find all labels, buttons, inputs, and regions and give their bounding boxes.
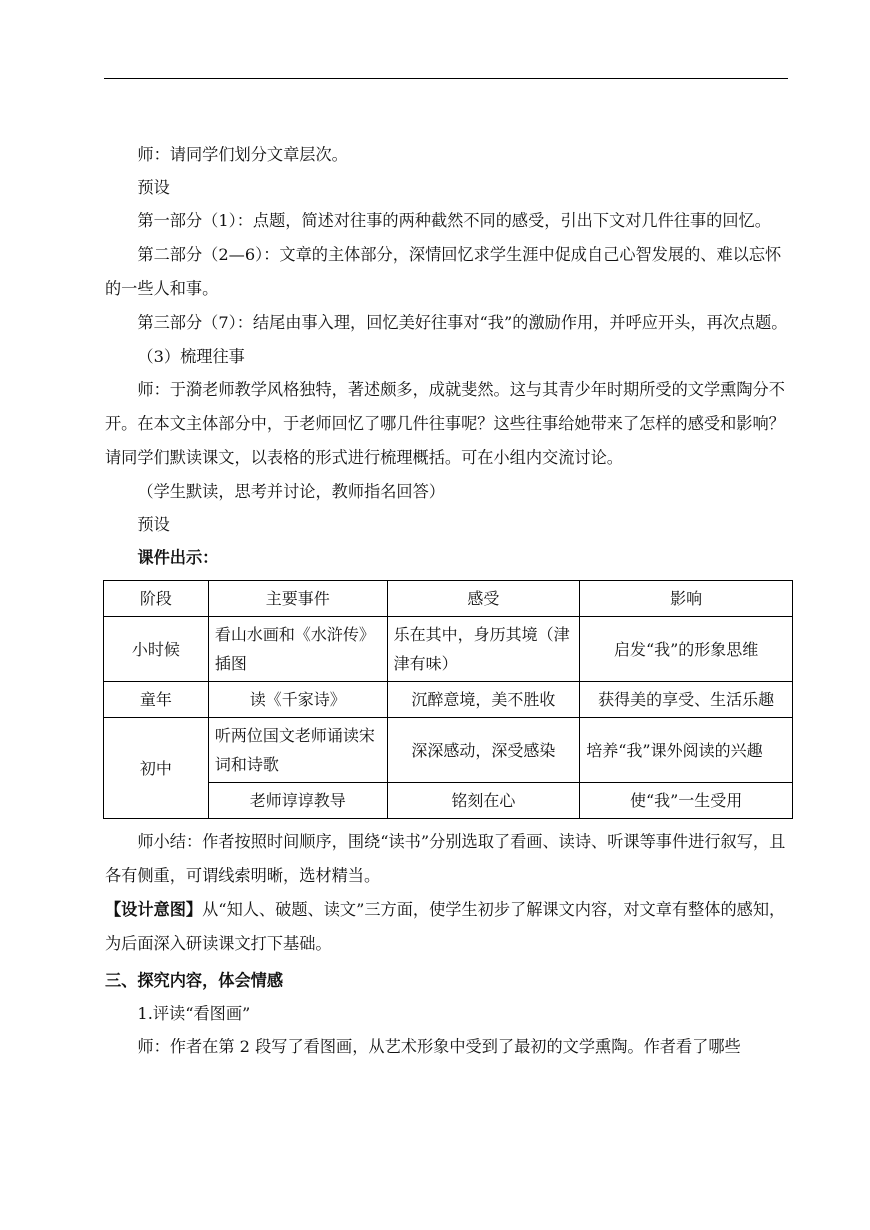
feeling-cell: 沉醉意境，美不胜收 (387, 682, 580, 718)
part-one: 第一部分（1）：点题，简述对往事的两种截然不同的感受，引出下文对几件往事的回忆。 (137, 211, 771, 230)
header-rule (104, 78, 788, 79)
stage-cell: 童年 (104, 682, 209, 718)
sub-heading: 1.评读“看图画” (137, 1004, 251, 1023)
teacher-summary: 师小结：作者按照时间顺序，围绕“读书”分别选取了看画、读诗、听课等事件进行叙写，且各有侧重，可谓线索明晰，选材精当。 (105, 832, 786, 885)
table-header-row (104, 581, 793, 617)
table-row (104, 682, 793, 718)
design-intent (105, 893, 789, 961)
events-table (103, 580, 793, 819)
header-cell: 主要事件 (208, 581, 387, 617)
header-cell: 阶段 (104, 581, 209, 617)
teacher-question: 师：于漪老师教学风格独特，著述颇多，成就斐然。这与其青少年时期所受的文学熏陶分不开。在本文主体部分中，于老师回忆了哪几件往事呢？这些往事给她带来了怎样的感受和影响？请同学们默读课文，以表格的形式进行梳理概括。可在小组内交流讨论。 (105, 380, 785, 467)
stage-cell: 初中 (104, 718, 209, 819)
design-intent-label: 【设计意图】 (105, 900, 203, 919)
last-paragraph: 师：作者在第 2 段写了看图画，从艺术形象中受到了最初的文学熏陶。作者看了哪些 (137, 1037, 741, 1056)
impact-cell: 启发“我”的形象思维 (580, 617, 793, 682)
part-three: 第三部分（7）：结尾由事入理，回忆美好往事对“我”的激励作用，并呼应开头，再次点题。 (137, 313, 788, 332)
step-heading: （3）梳理往事 (137, 347, 245, 366)
event-cell: 老师谆谆教导 (208, 783, 387, 819)
header-cell: 感受 (387, 581, 580, 617)
part-two: 第二部分（2—6）：文章的主体部分，深情回忆求学生涯中促成自己心智发展的、难以忘怀的一些人和事。 (105, 245, 782, 298)
impact-cell: 获得美的享受、生活乐趣 (580, 682, 793, 718)
document-body (105, 138, 789, 1063)
section-heading: 三、探究内容，体会情感 (105, 971, 284, 990)
event-cell: 看山水画和《水浒传》插图 (208, 617, 387, 682)
event-cell: 读《千家诗》 (208, 682, 387, 718)
header-cell: 影响 (580, 581, 793, 617)
impact-cell: 使“我”一生受用 (580, 783, 793, 819)
design-intent-text: 从“知人、破题、读文”三方面，使学生初步了解课文内容，对文章有整体的感知，为后面深入研读课文打下基础。 (105, 900, 786, 953)
teacher-prompt: 师：请同学们划分文章层次。 (137, 145, 348, 164)
table-row (104, 718, 793, 783)
preset-label: 预设 (137, 178, 170, 197)
feeling-cell: 铭刻在心 (387, 783, 580, 819)
impact-cell: 培养“我”课外阅读的兴趣 (580, 718, 793, 783)
student-activity: （学生默读，思考并讨论，教师指名回答） (137, 482, 445, 501)
table-row (104, 617, 793, 682)
courseware-label: 课件出示： (137, 548, 219, 567)
feeling-cell: 乐在其中，身历其境（津津有味） (387, 617, 580, 682)
stage-cell: 小时候 (104, 617, 209, 682)
event-cell: 听两位国文老师诵读宋词和诗歌 (208, 718, 387, 783)
preset-label-2: 预设 (137, 515, 170, 534)
feeling-cell: 深深感动，深受感染 (387, 718, 580, 783)
